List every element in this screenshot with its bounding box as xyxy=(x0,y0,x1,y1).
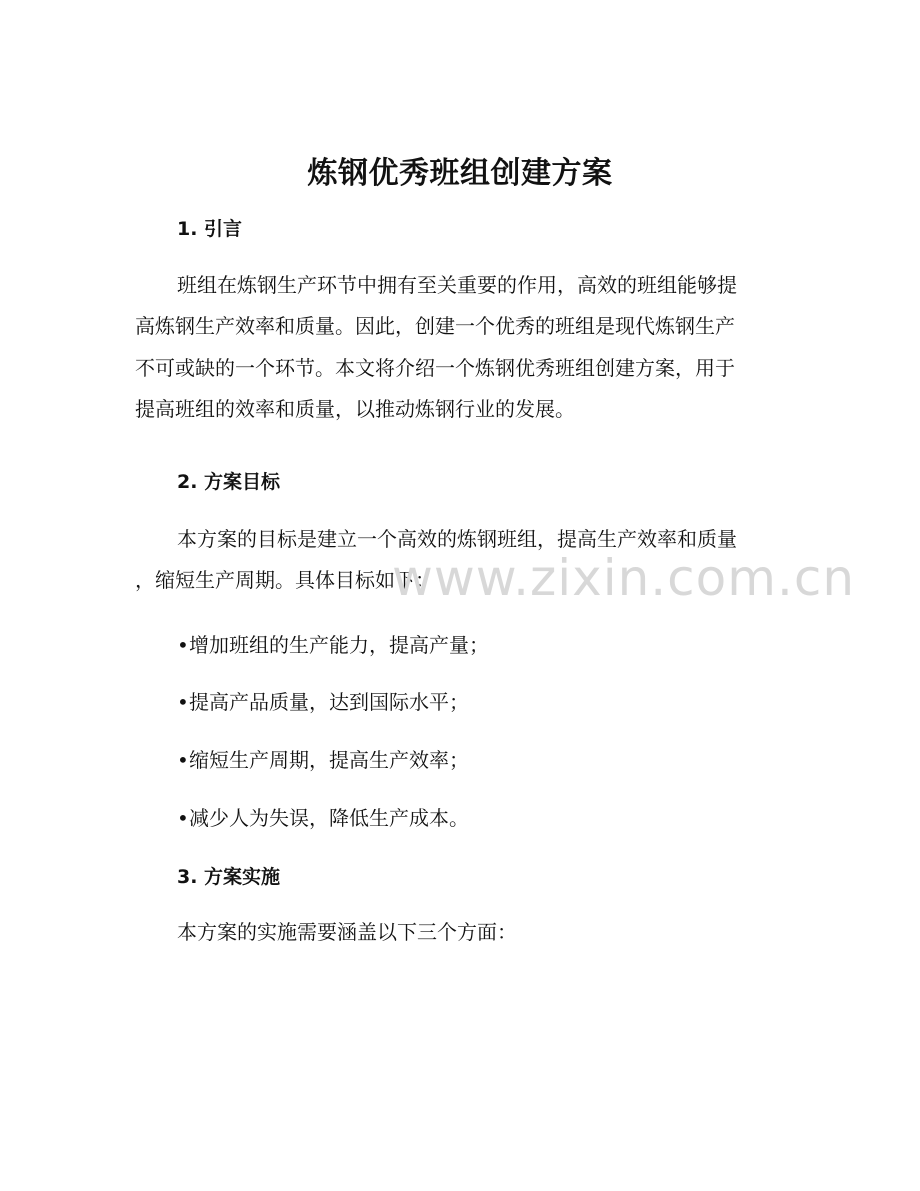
paragraph-line: 本方案的目标是建立一个高效的炼钢班组，提高生产效率和质量 xyxy=(177,527,737,551)
section-paragraph-implementation xyxy=(135,912,775,953)
section-paragraph-goals xyxy=(135,519,775,602)
section-heading-intro: 1. 引言 xyxy=(177,218,243,240)
bullet-icon: • xyxy=(177,748,189,772)
list-item-text: 提高产品质量，达到国际水平； xyxy=(189,690,469,714)
paragraph-line: 提高班组的效率和质量，以推动炼钢行业的发展。 xyxy=(135,396,575,421)
paragraph-line: 不可或缺的一个环节。本文将介绍一个炼钢优秀班组创建方案，用于 xyxy=(135,355,735,380)
list-item-text: 减少人为失误，降低生产成本。 xyxy=(189,806,469,830)
paragraph-line: 班组在炼钢生产环节中拥有至关重要的作用，高效的班组能够提 xyxy=(177,273,737,297)
list-item xyxy=(177,687,469,717)
paragraph-line: 本方案的实施需要涵盖以下三个方面： xyxy=(177,920,517,944)
watermark: www.zixin.com.cn xyxy=(392,549,856,607)
section-heading-goals: 2. 方案目标 xyxy=(177,471,281,493)
list-item xyxy=(177,803,469,833)
bullet-icon: • xyxy=(177,690,189,714)
bullet-icon: • xyxy=(177,633,189,657)
paragraph-line: 高炼钢生产效率和质量。因此，创建一个优秀的班组是现代炼钢生产 xyxy=(135,314,735,339)
list-item-text: 增加班组的生产能力，提高产量； xyxy=(189,633,489,657)
bullet-icon: • xyxy=(177,806,189,830)
section-heading-implementation: 3. 方案实施 xyxy=(177,866,281,888)
list-item xyxy=(177,745,469,775)
document-title: 炼钢优秀班组创建方案 xyxy=(307,156,613,191)
section-paragraph-intro xyxy=(135,265,775,430)
list-item xyxy=(177,630,489,660)
paragraph-line: ，缩短生产周期。具体目标如下： xyxy=(135,568,435,593)
list-item-text: 缩短生产周期，提高生产效率； xyxy=(189,748,469,772)
